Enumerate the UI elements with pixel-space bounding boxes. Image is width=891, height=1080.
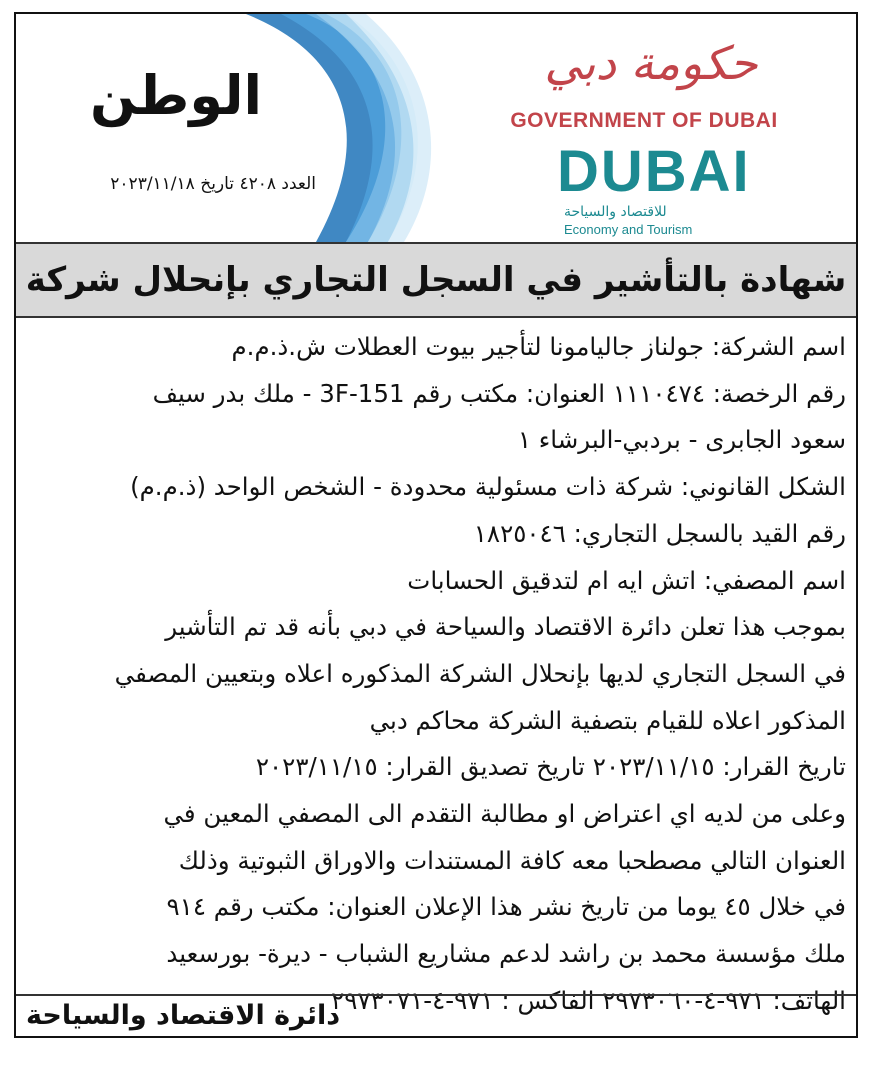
department-english-name: Economy and Tourism [564, 222, 693, 237]
dubai-logo-text: DUBAI [557, 139, 751, 204]
newspaper-name: الوطن [89, 64, 263, 127]
footer-department-name: دائرة الاقتصاد والسياحة [26, 1000, 341, 1031]
notice-frame [14, 12, 858, 1038]
notice-line: الهاتف: ٩٧١-٤-٢٩٧٣٠٦٠ الفاكس : ٩٧١-٤-٢٩٧٣٠٧١ [331, 985, 846, 1015]
notice-line: في خلال ٤٥ يوما من تاريخ نشر هذا الإعلان العنوان: مكتب رقم ٩١٤ [166, 892, 846, 922]
government-arabic-logo-text: حكومة دبي [544, 36, 758, 90]
notice-line: الشكل القانوني: شركة ذات مسئولية محدودة - الشخص الواحد (ذ.م.م) [130, 472, 846, 502]
notice-line: تاريخ القرار: ٢٠٢٣/١١/١٥ تاريخ تصديق القرار: ٢٠٢٣/١١/١٥ [255, 752, 846, 782]
notice-line: ملك مؤسسة محمد بن راشد لدعم مشاريع الشباب - ديرة- بورسعيد [166, 939, 846, 969]
notice-line: المذكور اعلاه للقيام بتصفية الشركة محاكم دبي [369, 705, 846, 735]
department-arabic-name: للاقتصاد والسياحة [564, 204, 667, 220]
notice-line: اسم الشركة: جولناز جاليامونا لتأجير بيوت العطلات ش.ذ.م.م [231, 332, 846, 361]
notice-title: شهادة بالتأشير في السجل التجاري بإنحلال شركة [25, 260, 847, 300]
government-english-logo-text: GOVERNMENT OF DUBAI [510, 109, 778, 132]
notice-line: رقم القيد بالسجل التجاري: ١٨٢٥٠٤٦ [473, 518, 846, 548]
notice-footer [16, 994, 856, 1038]
notice-line: في السجل التجاري لديها بإنحلال الشركة المذكوره اعلاه وبتعيين المصفي [114, 658, 846, 688]
notice-line: وعلى من لديه اي اعتراض او مطالبة التقدم الى المصفي المعين في [163, 799, 846, 829]
notice-line: العنوان التالي مصطحبا معه كافة المستندات والاوراق الثبوتية وذلك [178, 845, 846, 875]
notice-line: بموجب هذا تعلن دائرة الاقتصاد والسياحة في دبي بأنه قد تم التأشير [165, 612, 846, 642]
notice-line: سعود الجابرى - بردبي-البرشاء ١ [517, 425, 846, 455]
notice-body [30, 324, 846, 1025]
notice-line: اسم المصفي: اتش ايه ام لتدقيق الحسابات [407, 565, 846, 595]
notice-line: رقم الرخصة: ١١١٠٤٧٤ العنوان: مكتب رقم 151-3F - ملك بدر سيف [152, 378, 846, 408]
notice-title-bar [16, 242, 856, 318]
issue-date-line: العدد ٤٢٠٨ تاريخ ٢٠٢٣/١١/١٨ [110, 174, 316, 194]
notice-header [16, 14, 856, 242]
